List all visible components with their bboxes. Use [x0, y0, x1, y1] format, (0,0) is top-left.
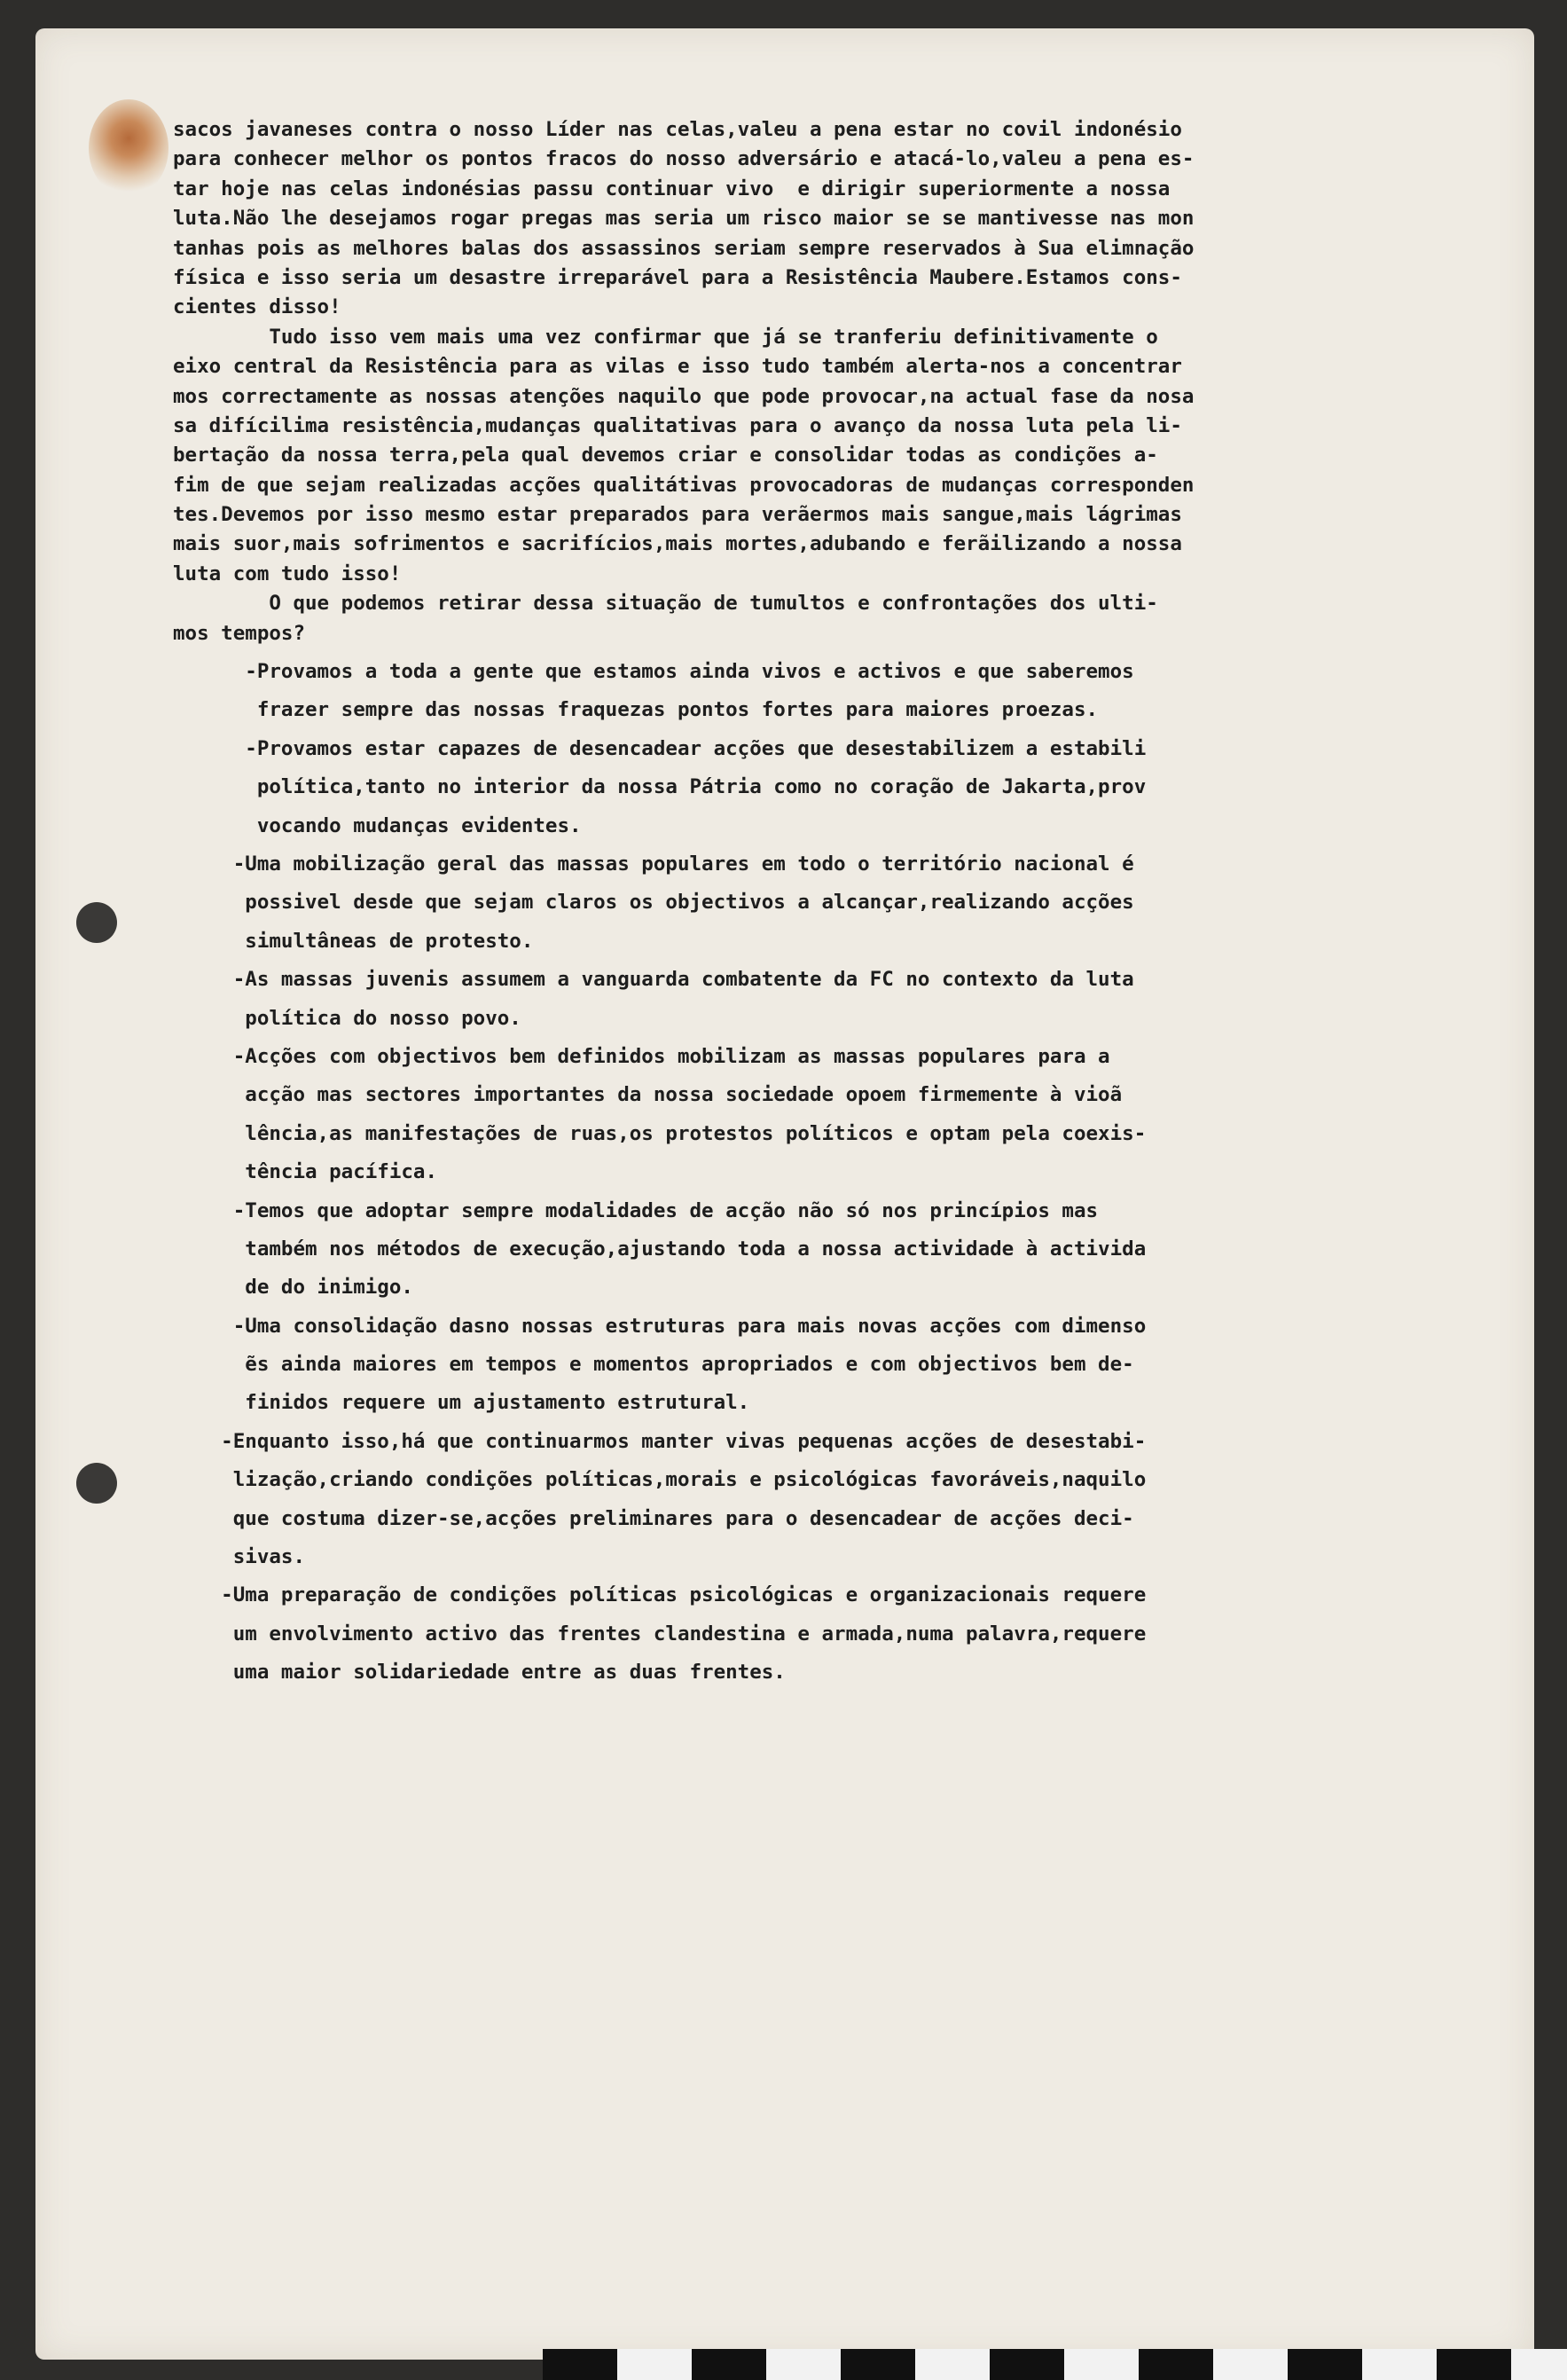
text-line: mos tempos? — [173, 621, 306, 645]
text-line: luta.Não lhe desejamos rogar pregas mas seria um risco maior se se mantivesse nas mon — [173, 207, 1195, 231]
list-item-line: lência,as manifestações de ruas,os protestos políticos e optam pela coexis- — [173, 1121, 1147, 1145]
text-line: para conhecer melhor os pontos fracos do nosso adversário e atacá-lo,valeu a pena es- — [173, 147, 1195, 171]
list-item-line: ẽs ainda maiores em tempos e momentos apropriados e com objectivos bem de- — [173, 1353, 1134, 1377]
text-line: física e isso seria um desastre irreparável para a Resistência Maubere.Estamos cons- — [173, 265, 1182, 289]
text-line: eixo central da Resistência para as vilas e isso tudo também alerta-nos a concentrar — [173, 355, 1182, 379]
list-item-line: -Enquanto isso,há que continuarmos manter vivas pequenas acções de desestabi- — [173, 1429, 1147, 1453]
text-line: mos correctamente as nossas atenções naquilo que pode provocar,na actual fase da nosa — [173, 384, 1195, 408]
list-item-line: simultâneas de protesto. — [173, 929, 534, 953]
list-item-line: finidos requere um ajustamento estrutural. — [173, 1391, 750, 1415]
list-item-line: também nos métodos de execução,ajustando toda a nossa actividade à activida — [173, 1237, 1147, 1261]
list-item-line: uma maior solidariedade entre as duas frentes. — [173, 1661, 786, 1685]
text-line: sacos javaneses contra o nosso Líder nas celas,valeu a pena estar no covil indonésio — [173, 118, 1182, 141]
text-line: fim de que sejam realizadas acções qualitátivas provocadoras de mudanças corresponden — [173, 473, 1195, 497]
text-line: Tudo isso vem mais uma vez confirmar que já se tranferiu definitivamente o — [173, 325, 1158, 349]
list-item-line: vocando mudanças evidentes. — [173, 813, 582, 837]
list-item-line: um envolvimento activo das frentes clandestina e armada,numa palavra,requere — [173, 1622, 1147, 1646]
list-item-line: frazer sempre das nossas fraquezas pontos fortes para maiores proezas. — [173, 698, 1099, 722]
list-item-line: sivas. — [173, 1545, 306, 1569]
text-line: sa difícilima resistência,mudanças qualitativas para o avanço da nossa luta pela li- — [173, 413, 1182, 437]
scan-color-ruler — [543, 2349, 1567, 2380]
typed-text-body — [173, 115, 1477, 1688]
text-line: tar hoje nas celas indonésias passu continuar vivo e dirigir superiormente a nossa — [173, 177, 1171, 200]
text-line: bertação da nossa terra,pela qual devemos criar e consolidar todas as condições a- — [173, 444, 1158, 467]
list-item-line: lização,criando condições políticas,morais e psicológicas favoráveis,naquilo — [173, 1468, 1147, 1492]
punch-hole-bottom — [76, 1463, 117, 1504]
list-item-line: política do nosso povo. — [173, 1006, 521, 1030]
list-item-line: -Provamos estar capazes de desencadear acções que desestabilizem a estabili — [173, 736, 1147, 760]
list-item-line: acção mas sectores importantes da nossa sociedade opoem firmemente à vioã — [173, 1083, 1123, 1107]
rust-stain — [89, 99, 168, 197]
list-item-line: -Uma consolidação dasno nossas estruturas para mais novas acções com dimenso — [173, 1314, 1147, 1338]
text-line: cientes disso! — [173, 295, 341, 319]
list-item-line: -Temos que adoptar sempre modalidades de acção não só nos princípios mas — [173, 1198, 1099, 1222]
list-item-line: -Acções com objectivos bem definidos mobilizam as massas populares para a — [173, 1044, 1110, 1068]
list-item-line: de do inimigo. — [173, 1276, 413, 1300]
list-item-line: -As massas juvenis assumem a vanguarda combatente da FC no contexto da luta — [173, 968, 1134, 992]
text-line: O que podemos retirar dessa situação de tumultos e confrontações dos ulti- — [173, 592, 1158, 616]
document-page — [35, 28, 1534, 2360]
list-item-line: que costuma dizer-se,acções preliminares para o desencadear de acções deci- — [173, 1506, 1134, 1530]
text-line: mais suor,mais sofrimentos e sacrifícios,mais mortes,adubando e ferãilizando a nossa — [173, 532, 1182, 556]
text-line: tes.Devemos por isso mesmo estar preparados para verãermos mais sangue,mais lágrimas — [173, 503, 1182, 527]
list-item-line: política,tanto no interior da nossa Pátria como no coração de Jakarta,prov — [173, 775, 1147, 799]
list-item-line: possivel desde que sejam claros os objectivos a alcançar,realizando acções — [173, 891, 1134, 915]
list-item-line: tência pacífica. — [173, 1160, 438, 1184]
list-item-line: -Provamos a toda a gente que estamos ainda vivos e activos e que saberemos — [173, 660, 1134, 684]
punch-hole-top — [76, 902, 117, 943]
list-item-line: -Uma preparação de condições políticas psicológicas e organizacionais requere — [173, 1583, 1147, 1607]
text-line: tanhas pois as melhores balas dos assassinos seriam sempre reservados à Sua elimnação — [173, 236, 1195, 260]
list-item-line: -Uma mobilização geral das massas populares em todo o território nacional é — [173, 852, 1134, 876]
text-line: luta com tudo isso! — [173, 562, 402, 585]
